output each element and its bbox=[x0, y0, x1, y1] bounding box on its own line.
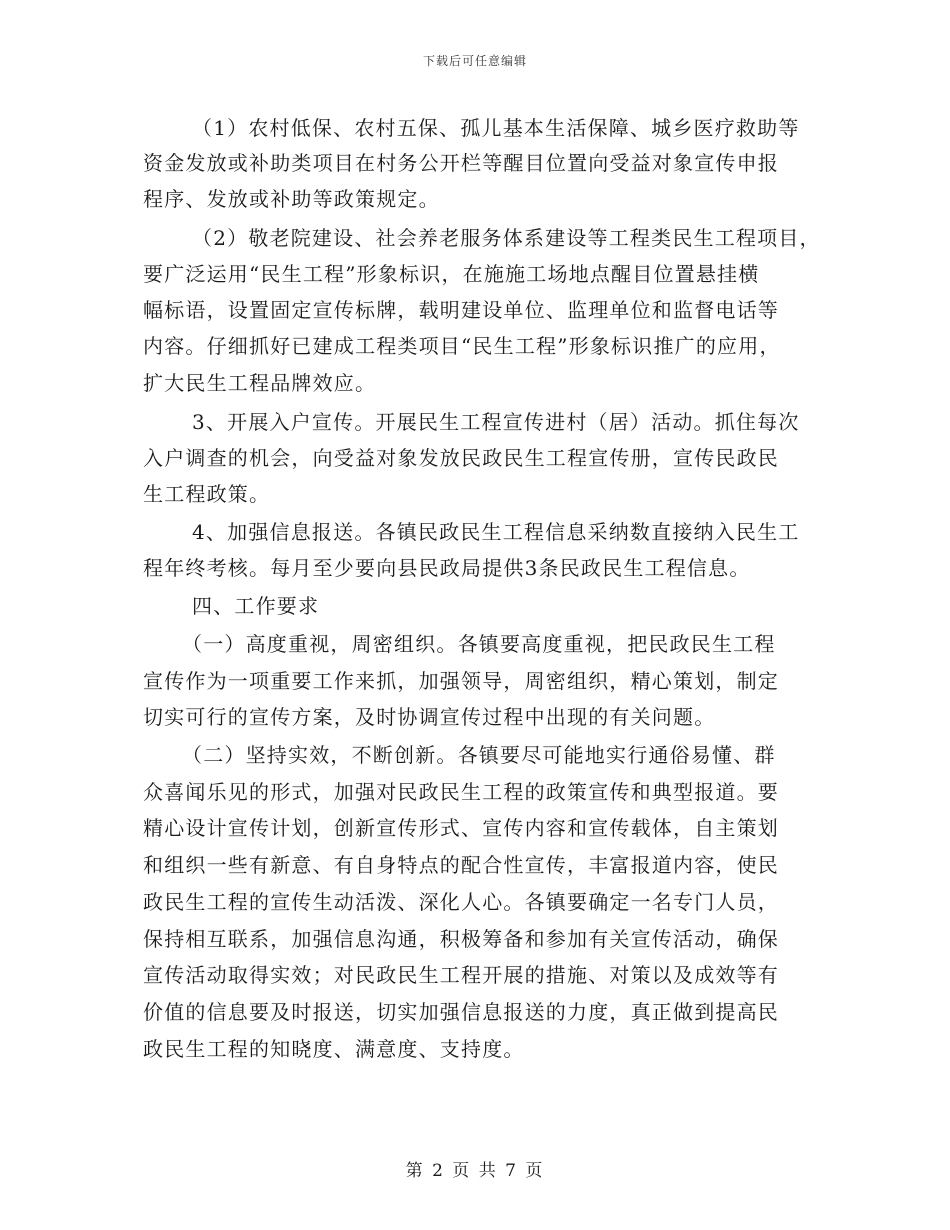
paragraph-line: 内容。仔细抓好已建成工程类项目“民生工程”形象标识推广的应用， bbox=[143, 334, 781, 358]
paragraph-line: 政民生工程的知晓度、满意度、支持度。 bbox=[143, 1037, 525, 1061]
paragraph-line: 扩大民生工程品牌效应。 bbox=[143, 371, 377, 395]
paragraph-line: 保持相互联系，加强信息沟通，积极筹备和参加有关宣传活动，确保 bbox=[143, 927, 779, 951]
paragraph-line: 宣传活动取得实效；对民政民生工程开展的措施、对策以及成效等有 bbox=[143, 963, 779, 987]
page-number: 第 2 页 共 7 页 bbox=[405, 1161, 545, 1181]
paragraph-line: 和组织一些有新意、有自身特点的配合性宣传，丰富报道内容，使民 bbox=[143, 853, 779, 877]
paragraph-line: 要广泛运用“民生工程”形象标识，在施施工场地点醒目位置悬挂横 bbox=[143, 262, 760, 286]
paragraph-line: 幅标语，设置固定宣传标牌，载明建设单位、监理单位和监督电话等 bbox=[143, 298, 779, 322]
paragraph-line: （二）坚持实效，不断创新。各镇要尽可能地实行通俗易懂、群 bbox=[182, 743, 776, 767]
paragraph-line: （2）敬老院建设、社会养老服务体系建设等工程类民生工程项目， bbox=[192, 226, 821, 250]
paragraph-line: （1）农村低保、农村五保、孤儿基本生活保障、城乡医疗救助等 bbox=[192, 116, 800, 140]
page-header: 下载后可任意编辑 bbox=[422, 54, 527, 68]
paragraph-line: 程年终考核。每月至少要向县民政局提供3条民政民生工程信息。 bbox=[143, 556, 751, 580]
paragraph-line: 政民生工程的宣传生动活泼、深化人心。各镇要确定一名专门人员， bbox=[143, 890, 779, 914]
paragraph-line: （一）高度重视，周密组织。各镇要高度重视，把民政民生工程 bbox=[182, 632, 776, 656]
paragraph-line: 宣传作为一项重要工作来抓，加强领导，周密组织，精心策划，制定 bbox=[143, 669, 779, 693]
paragraph-line: 程序、发放或补助等政策规定。 bbox=[143, 187, 440, 211]
paragraph-line: 切实可行的宣传方案，及时协调宣传过程中出现的有关问题。 bbox=[143, 705, 716, 729]
paragraph-line: 4、加强信息报送。各镇民政民生工程信息采纳数直接纳入民生工 bbox=[192, 520, 800, 544]
paragraph-line: 精心设计宣传计划，创新宣传形式、宣传内容和宣传载体，自主策划 bbox=[143, 816, 779, 840]
section-heading: 四、工作要求 bbox=[192, 594, 320, 618]
paragraph-line: 3、开展入户宣传。开展民生工程宣传进村（居）活动。抓住每次 bbox=[192, 410, 800, 434]
paragraph-line: 价值的信息要及时报送，切实加强信息报送的力度，真正做到提高民 bbox=[143, 1000, 779, 1024]
paragraph-line: 众喜闻乐见的形式，加强对民政民生工程的政策宣传和典型报道。要 bbox=[143, 780, 779, 804]
paragraph-line: 资金发放或补助类项目在村务公开栏等醒目位置向受益对象宣传申报 bbox=[143, 151, 779, 175]
paragraph-line: 生工程政策。 bbox=[143, 482, 271, 506]
paragraph-line: 入户调查的机会，向受益对象发放民政民生工程宣传册，宣传民政民 bbox=[143, 446, 779, 470]
